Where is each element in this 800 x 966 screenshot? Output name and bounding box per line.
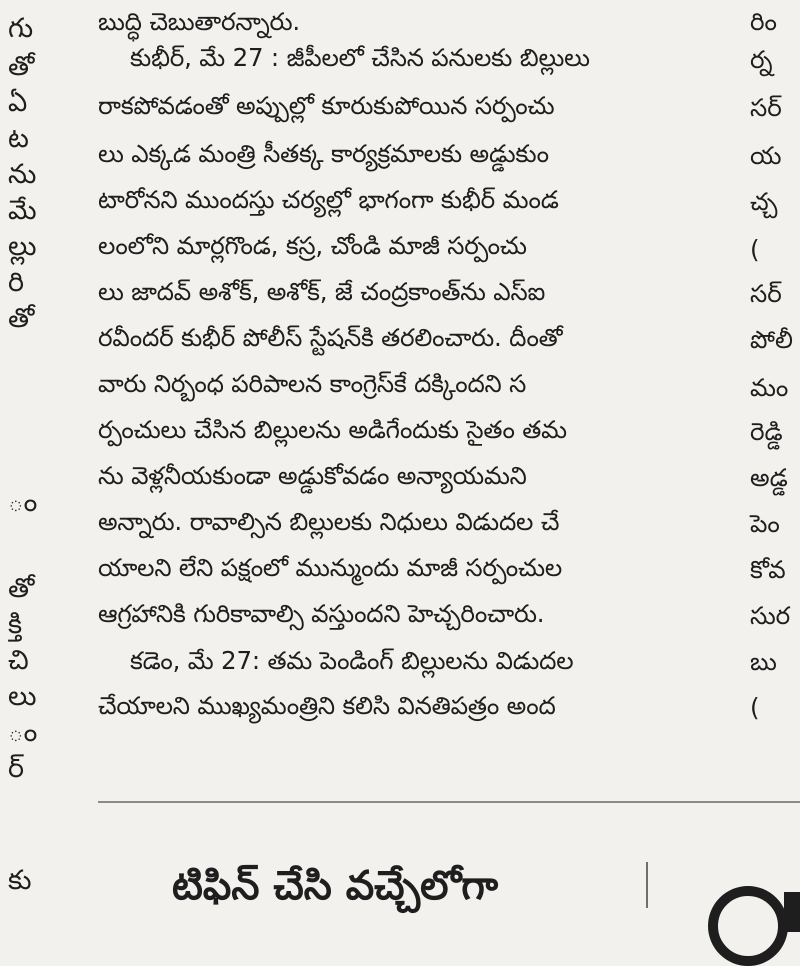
right-fragment: పెం: [750, 509, 780, 538]
headline-fragment-right: [700, 878, 800, 908]
article-line: ర్పంచులు చేసిన బిల్లులను అడిగేందుకు సైతం తమ: [98, 415, 567, 444]
right-fragment: అడ్డ: [750, 463, 788, 492]
right-fragment: (: [750, 693, 760, 722]
right-fragment: చ్చ: [750, 187, 778, 216]
left-fragment: క్తి: [8, 609, 23, 640]
article-line: వారు నిర్బంధ పరిపాలన కాంగ్రెస్‌కే దక్కిందని స: [98, 369, 527, 398]
left-fragment: గు: [8, 13, 34, 44]
glyph-fragment: [784, 892, 800, 932]
article-line: రవీందర్ కుభీర్ పోలీస్ స్టేషన్‌కి తరలించారు. దీంతో: [98, 323, 563, 352]
left-fragment: చి: [8, 645, 29, 676]
article-line: లు జాదవ్ అశోక్, అశోక్, జే చంద్రకాంత్‌ను ఎస్ఐ: [98, 277, 546, 306]
left-fragment: ట: [8, 123, 29, 154]
article-line: ఆగ్రహానికి గురికావాల్సి వస్తుందని హెచ్చరించారు.: [98, 599, 545, 628]
article-line: రాకపోవడంతో అప్పుల్లో కూరుకుపోయిన సర్పంచు: [98, 91, 555, 120]
left-fragment: రి: [8, 267, 25, 298]
headline: టిఫిన్ చేసి వచ్చేలోగా: [172, 863, 499, 909]
article-body: [98, 0, 710, 800]
right-fragment: సుర: [750, 601, 791, 630]
right-fragment: య: [750, 141, 782, 170]
left-fragment: ల్లు: [8, 231, 37, 262]
left-fragment: మే: [8, 195, 37, 226]
right-fragment: రెడ్డి: [750, 417, 783, 446]
right-fragment: రిం: [750, 7, 777, 36]
article-line: యాలని లేని పక్షంలో మున్ముందు మాజీ సర్పంచుల: [98, 553, 563, 582]
left-fragment: ర్: [8, 753, 25, 784]
left-fragment: ం: [8, 487, 38, 518]
left-fragment: ం: [8, 717, 38, 748]
left-fragment: తో: [8, 303, 35, 334]
article-line: కడెం, మే 27: తమ పెండింగ్ బిల్లులను విడుదల: [130, 646, 574, 675]
right-fragment: మం: [750, 373, 789, 402]
article-line: బుద్ధి చెబుతారన్నారు.: [98, 7, 300, 36]
right-fragment: సర్: [750, 279, 782, 308]
right-fragment: కోవ: [750, 555, 786, 584]
right-fragment: పోలీ: [750, 325, 793, 354]
article-line: అన్నారు. రావాల్సిన బిల్లులకు నిధులు విడుదల చే: [98, 507, 560, 536]
left-fragment: కు: [8, 865, 32, 896]
right-fragment: ర్న: [750, 45, 773, 74]
article-line: లంలోని మార్లగొండ, కస్ర, చోండి మాజీ సర్పంచు: [98, 231, 527, 260]
right-column-fragment: [750, 0, 800, 908]
section-divider: [98, 801, 800, 803]
left-fragment: ను: [8, 159, 37, 190]
left-fragment: తో: [8, 573, 35, 604]
article-line: టారోనని ముందస్తు చర్యల్లో భాగంగా కుభీర్ మండ: [98, 185, 559, 214]
column-divider: [646, 862, 648, 908]
left-fragment: లు: [8, 681, 37, 712]
right-fragment: సర్: [750, 93, 782, 122]
right-fragment: బు: [750, 647, 777, 676]
article-line: లు ఎక్కడ మంత్రి సీతక్క కార్యక్రమాలకు అడ్డుకుం: [98, 139, 549, 168]
left-column-fragment: [0, 0, 38, 908]
left-fragment: ఏ: [8, 87, 28, 118]
article-line: కుభీర్, మే 27 : జీపీలలో చేసిన పనులకు బిల్లులు: [130, 43, 590, 72]
left-fragment: తో: [8, 51, 35, 82]
article-line: ను వెళ్లనీయకుండా అడ్డుకోవడం అన్యాయమని: [98, 461, 527, 490]
article-line: చేయాలని ముఖ్యమంత్రిని కలిసి వినతిపత్రం అంద: [98, 691, 556, 720]
right-fragment: (: [750, 235, 760, 264]
glyph-fragment: [708, 886, 788, 966]
